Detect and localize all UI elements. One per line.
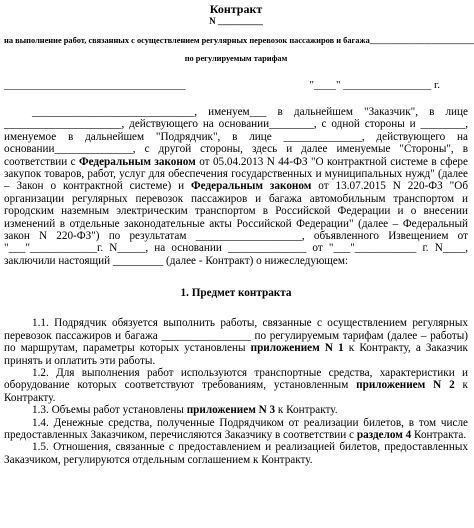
appendix-1-ref: приложением N 1 [250,342,344,355]
federal-law-link-2: Федеральным законом [191,180,312,193]
clause-1-2 [4,367,468,404]
contract-number: N __________ [209,16,263,26]
date-blank: "____" ________________ г. [309,79,440,91]
clause-1-3-text: 1.3. Объемы работ установлены [32,404,187,417]
document-subtitle: на выполнение работ, связанных с осуществлением регулярных перевозок пассажиров и багажа_________________________ [4,36,474,45]
clause-1-2-text: 1.2. Для выполнения работ используются транспортные средства, характеристики и оборудование которых соответствуют требованиям, установленным [4,366,468,392]
place-blank: _________________________________ [4,79,186,91]
clause-1-1-text: 1.1. Подрядчик обязуется выполнить работы, связанные с осуществлением регулярных перевозок пассажиров и багажа ________________ по регулируемым тарифам (далее – работы) по маршрутам, параметры которых установлены [4,317,468,355]
document-subtitle-tariff: по регулируемым тарифам [184,54,288,63]
preamble-text-1: _____________________________, именуем___ в дальнейшем "Заказчик", в лице _____________________, действующего на основании________, с одной стороны и ________, именуемое в дальнейшем "Подрядчик", в лице ______________, действующего на основании______________, с другой стороны, здесь и далее именуемые "Стороны", в соответствии с [4,106,468,168]
clause-1-1-tail: к Контракту, а Заказчик принять и оплатить эти работы. [4,342,468,367]
clause-1-2-tail: к Контракту. [4,379,468,404]
appendix-3-ref: приложением N 3 [186,404,276,417]
clause-1-4 [4,417,468,442]
preamble-text-2: от 05.04.2013 N 44-ФЗ "О контрактной системе в сфере закупок товаров, работ, услуг для обеспечения государственных и муниципальных нужд" (далее – Закон о контрактной системе) и [4,155,468,193]
document-page [0,2,474,528]
clause-1-3-tail: к Контракту. [275,404,338,417]
preamble-text-3: от 13.07.2015 N 220-ФЗ "Об организации регулярных перевозок пассажиров и багажа автомобильным транспортом и городским наземным электрическим транспортом в Российской Федерации и о внесении изменений в отдельные законодательные акты Российской Федерации" (далее – Федеральный закон N 220-ФЗ") по результатам ___________________, объявленного Извещением от "___"____________г. N_____, на основании ______________ от "___"___________ г. N____, заключили настоящий _________ (далее - Контракт) о нижеследующем: [4,180,469,267]
appendix-2-ref: приложением N 2 [356,379,455,392]
section-4-ref: разделом 4 [356,428,412,441]
clause-1-5: 1.5. Отношения, связанные с предоставлением и реализацией билетов, предоставленных Заказчиком, регулируются отдельным соглашением к Контракту. [4,441,468,466]
place-date-line [4,78,468,92]
clause-1-3 [4,404,468,416]
clause-1-4-tail: Контракта. [411,428,467,441]
federal-law-link-1: Федеральным законом [79,155,196,168]
clause-1-1 [4,317,468,367]
clause-1-4-text: 1.4. Денежные средства, полученные Подрядчиком от реализации билетов, в том числе предоставленных Заказчиком, перечисляются Заказчику в соответствии с [4,416,468,441]
section-heading: 1. Предмет контракта [180,287,292,300]
preamble-paragraph [4,106,468,267]
document-title: Контракт [209,2,263,16]
